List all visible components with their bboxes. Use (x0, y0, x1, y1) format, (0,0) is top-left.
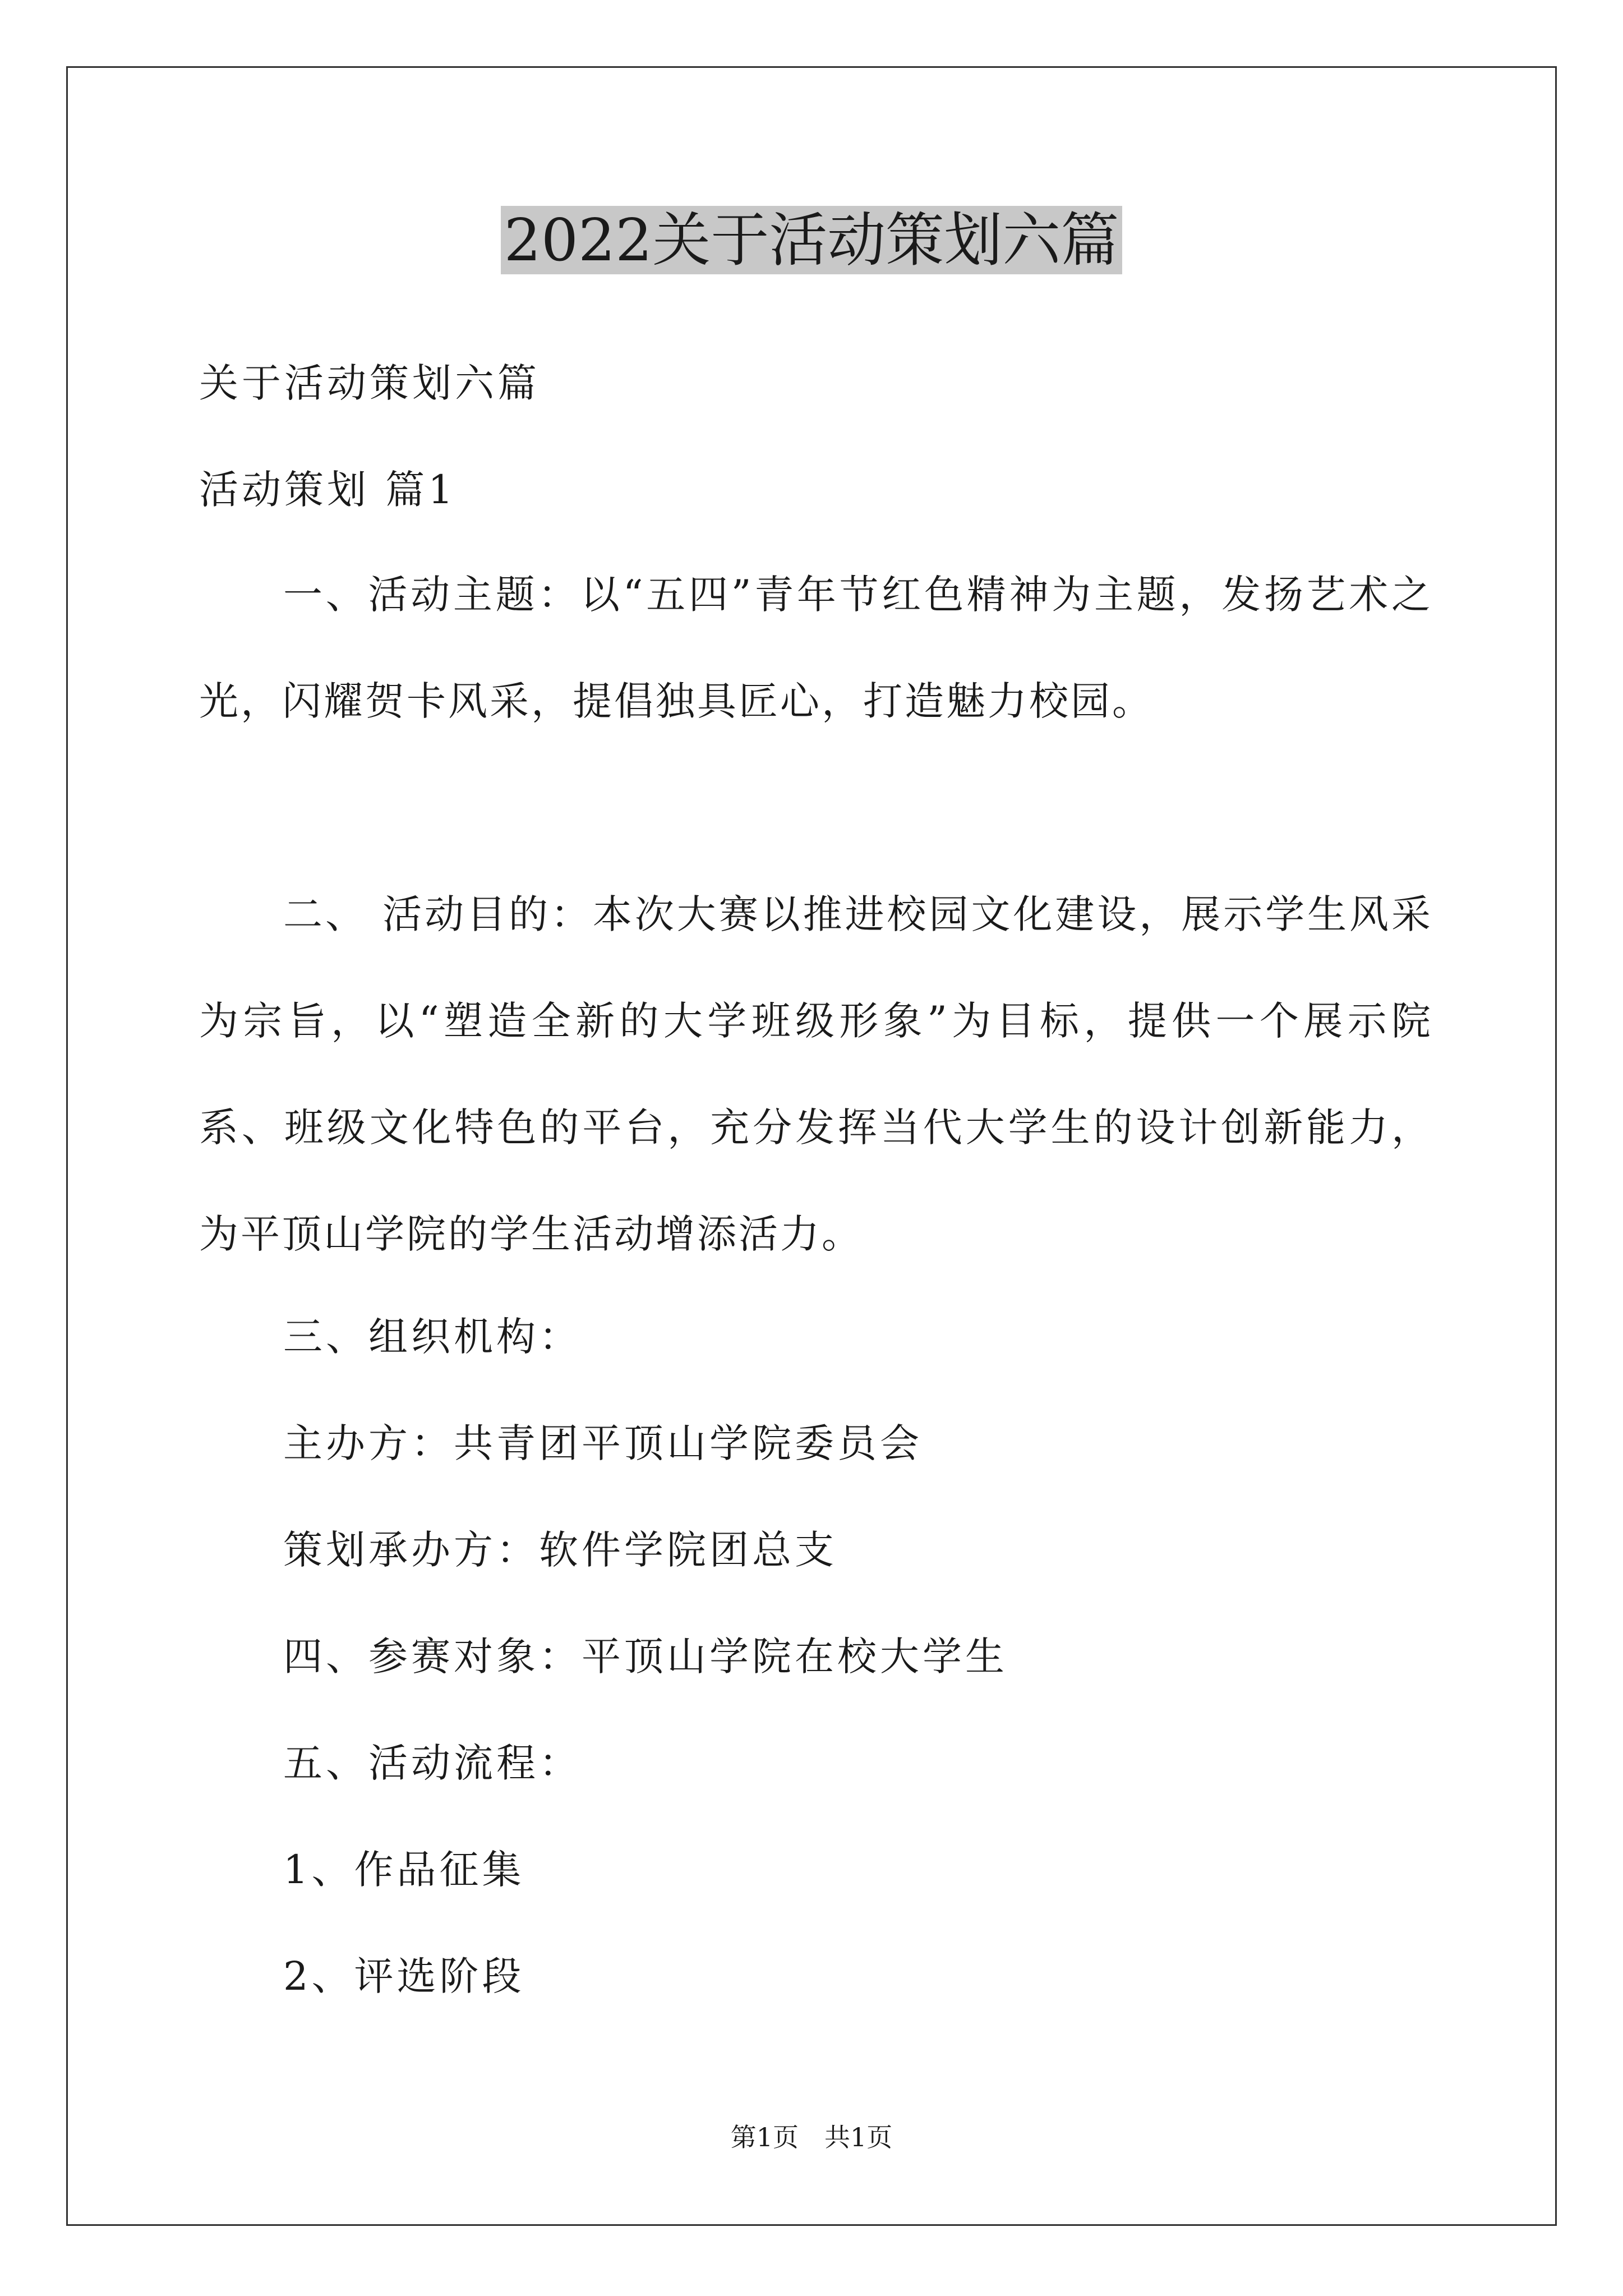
list-item: 2、评选阶段 (283, 1953, 525, 1999)
paragraph-theme: 一、活动主题：以“五四”青年节红色精神为主题，发扬艺术之光，闪耀贺卡风采，提倡独具匠心，打造魅力校园。 (199, 572, 1433, 724)
list-item: 三、组织机构： (283, 1314, 582, 1360)
document-title (0, 201, 1623, 279)
document-subtitle: 关于活动策划六篇 (199, 360, 540, 406)
page-footer: 第1页 共1页 (730, 2122, 893, 2152)
paragraph-purpose: 二、 活动目的：本次大赛以推进校园文化建设，展示学生风采为宗旨，以“塑造全新的大学班级形象”为目标，提供一个展示院系、班级文化特色的平台，充分发挥当代大学生的设计创新能力，为平顶山学院的学生活动增添活力。 (199, 891, 1433, 1257)
section-heading: 活动策划 篇1 (199, 467, 457, 513)
list-item: 策划承办方：软件学院团总支 (283, 1527, 837, 1573)
list-item: 主办方：共青团平顶山学院委员会 (283, 1420, 923, 1466)
list-item: 1、作品征集 (283, 1847, 525, 1893)
list-item: 五、活动流程： (283, 1740, 582, 1786)
list-item: 四、参赛对象：平顶山学院在校大学生 (283, 1634, 1008, 1680)
document-title-text: 2022关于活动策划六篇 (501, 206, 1123, 274)
